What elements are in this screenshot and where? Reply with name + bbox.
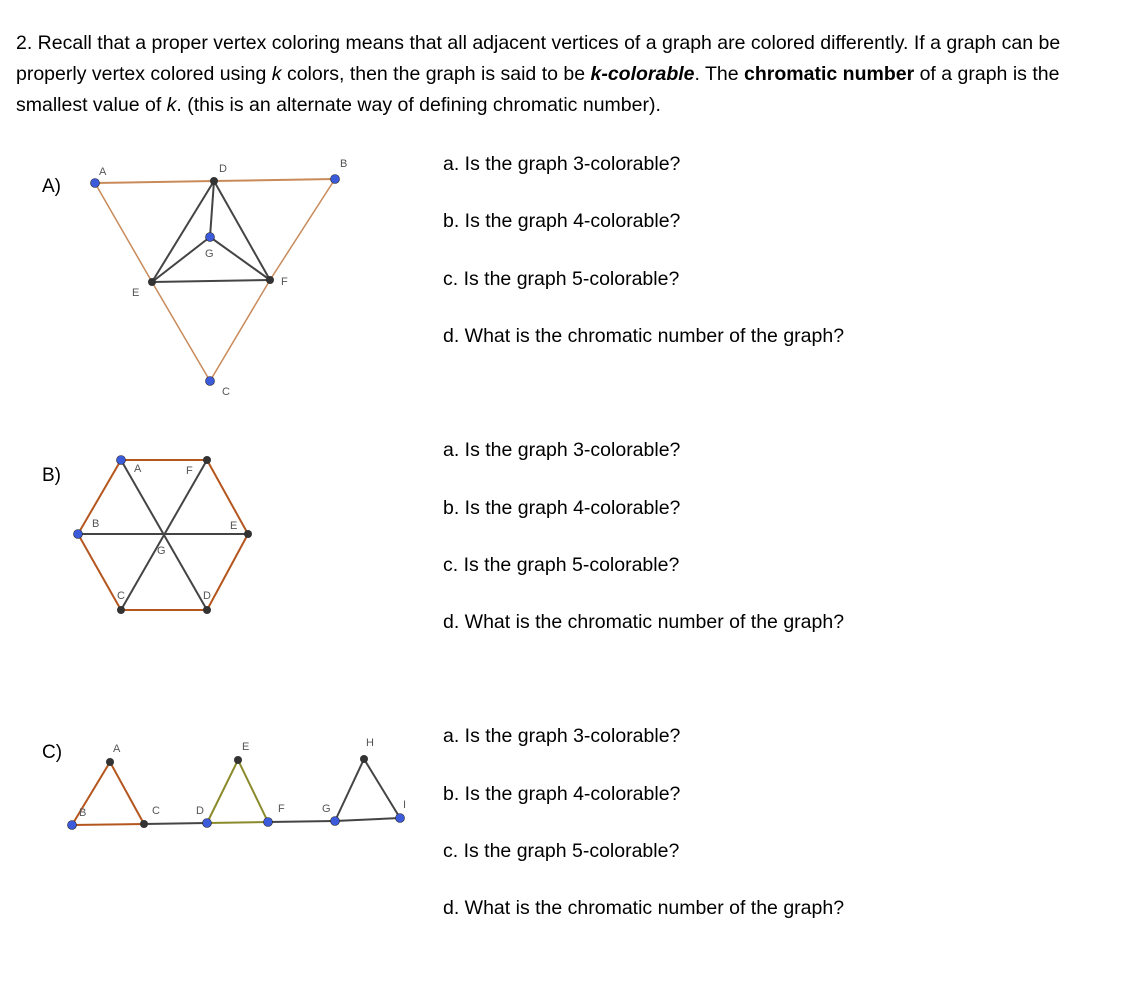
edge-a-bf	[270, 179, 335, 280]
vertex-b-b	[74, 530, 83, 539]
vertex-b-d	[203, 606, 211, 614]
label-c-d: D	[196, 805, 204, 817]
question-c-b: b. Is the graph 4-colorable?	[443, 783, 681, 805]
label-a-f: F	[281, 276, 288, 288]
part-c-label: C)	[42, 742, 63, 763]
edge-c-cd	[144, 823, 207, 824]
question-b-a: a. Is the graph 3-colorable?	[443, 439, 681, 461]
edge-c-fg	[268, 821, 335, 822]
edge-c-df	[207, 822, 268, 823]
problem-text-3: . The	[694, 63, 745, 85]
label-c-g: G	[322, 803, 331, 815]
label-b-g: G	[157, 545, 166, 557]
label-c-f: F	[278, 803, 285, 815]
question-a-d: d. What is the chromatic number of the graph?	[443, 325, 845, 347]
edge-a-ae	[95, 183, 152, 282]
question-c-d: d. What is the chromatic number of the graph?	[443, 897, 845, 919]
edge-c-gi	[335, 818, 400, 821]
vertex-c-g	[331, 817, 340, 826]
label-c-e: E	[242, 741, 250, 753]
chromatic-number-term: chromatic number	[744, 63, 915, 85]
question-a-b: b. Is the graph 4-colorable?	[443, 210, 681, 232]
label-c-b: B	[79, 807, 87, 819]
edge-b-fe	[207, 460, 248, 534]
graph-c-edges	[72, 759, 400, 825]
part-b-label: B)	[42, 465, 61, 486]
problem-statement	[16, 28, 1116, 121]
problem-text-2: colors, then the graph is said to be	[281, 63, 591, 85]
edge-a-fc	[210, 280, 270, 381]
vertex-b-a	[117, 456, 126, 465]
vertex-c-h	[360, 755, 368, 763]
edge-b-ed	[207, 534, 248, 610]
graph-b	[0, 440, 420, 640]
label-a-b: B	[340, 158, 348, 170]
label-b-b: B	[92, 518, 100, 530]
label-a-g: G	[205, 248, 214, 260]
label-c-i: I	[403, 799, 407, 811]
edge-a-fg	[210, 237, 270, 280]
k-variable-2: k	[166, 94, 177, 116]
edge-a-df	[214, 181, 270, 280]
problem-text-5: . (this is an alternate way of defining chromatic number).	[176, 94, 661, 116]
edge-c-gh	[335, 759, 364, 821]
vertex-c-i	[396, 814, 405, 823]
problem-text-1: Recall that a proper vertex coloring means that all adjacent vertices of a graph are colored differently. If a graph can be properly vertex colored using	[16, 32, 1061, 85]
vertex-a-d	[210, 177, 218, 185]
graph-a-edges	[95, 179, 335, 381]
vertex-a-e	[148, 278, 156, 286]
label-a-a: A	[99, 166, 107, 178]
k-variable: k	[271, 63, 282, 85]
vertex-b-f	[203, 456, 211, 464]
problem-text-4: of a graph is the smallest value of	[16, 63, 1060, 116]
vertex-c-a	[106, 758, 114, 766]
problem-number: 2.	[16, 32, 33, 54]
vertex-a-f	[266, 276, 274, 284]
question-b-c: c. Is the graph 5-colorable?	[443, 554, 680, 576]
label-a-d: D	[219, 163, 227, 175]
edge-a-de	[152, 181, 214, 282]
edge-a-dg	[210, 181, 214, 237]
vertex-c-b	[68, 821, 77, 830]
edge-c-ab	[72, 762, 110, 825]
graph-c-labels	[79, 737, 406, 819]
question-c-a: a. Is the graph 3-colorable?	[443, 725, 681, 747]
label-c-a: A	[113, 743, 121, 755]
edge-b-ba	[78, 460, 121, 534]
edge-c-ac	[110, 762, 144, 824]
question-a-a: a. Is the graph 3-colorable?	[443, 153, 681, 175]
label-b-c: C	[117, 590, 125, 602]
label-c-c: C	[152, 805, 160, 817]
label-b-a: A	[134, 463, 142, 475]
edge-c-ef	[238, 760, 268, 822]
vertex-c-c	[140, 820, 148, 828]
edge-a-ad	[95, 181, 214, 183]
label-a-c: C	[222, 386, 230, 398]
edge-a-ef	[152, 280, 270, 282]
vertex-a-c	[206, 377, 215, 386]
part-a-label: A)	[42, 176, 61, 197]
vertex-b-e	[244, 530, 252, 538]
vertex-a-b	[331, 175, 340, 184]
graph-a-labels	[99, 158, 347, 398]
question-c-c: c. Is the graph 5-colorable?	[443, 840, 680, 862]
edge-a-ec	[152, 282, 210, 381]
graph-b-edges	[78, 460, 248, 610]
graph-a	[0, 150, 420, 410]
label-c-h: H	[366, 737, 374, 749]
vertex-c-f	[264, 818, 273, 827]
edge-c-bc	[72, 824, 144, 825]
edge-c-hi	[364, 759, 400, 818]
question-a-c: c. Is the graph 5-colorable?	[443, 268, 680, 290]
label-a-e: E	[132, 287, 140, 299]
vertex-b-c	[117, 606, 125, 614]
label-b-f: F	[186, 465, 193, 477]
edge-a-db	[214, 179, 335, 181]
graph-c	[0, 730, 420, 840]
label-b-e: E	[230, 520, 238, 532]
question-b-d: d. What is the chromatic number of the graph?	[443, 611, 845, 633]
edge-c-de	[207, 760, 238, 823]
edge-b-cb	[78, 534, 121, 610]
vertex-a-g	[206, 233, 215, 242]
vertex-c-d	[203, 819, 212, 828]
vertex-c-e	[234, 756, 242, 764]
question-b-b: b. Is the graph 4-colorable?	[443, 497, 681, 519]
label-b-d: D	[203, 590, 211, 602]
edge-a-eg	[152, 237, 210, 282]
k-colorable-term: k-colorable	[590, 63, 695, 85]
vertex-a-a	[91, 179, 100, 188]
